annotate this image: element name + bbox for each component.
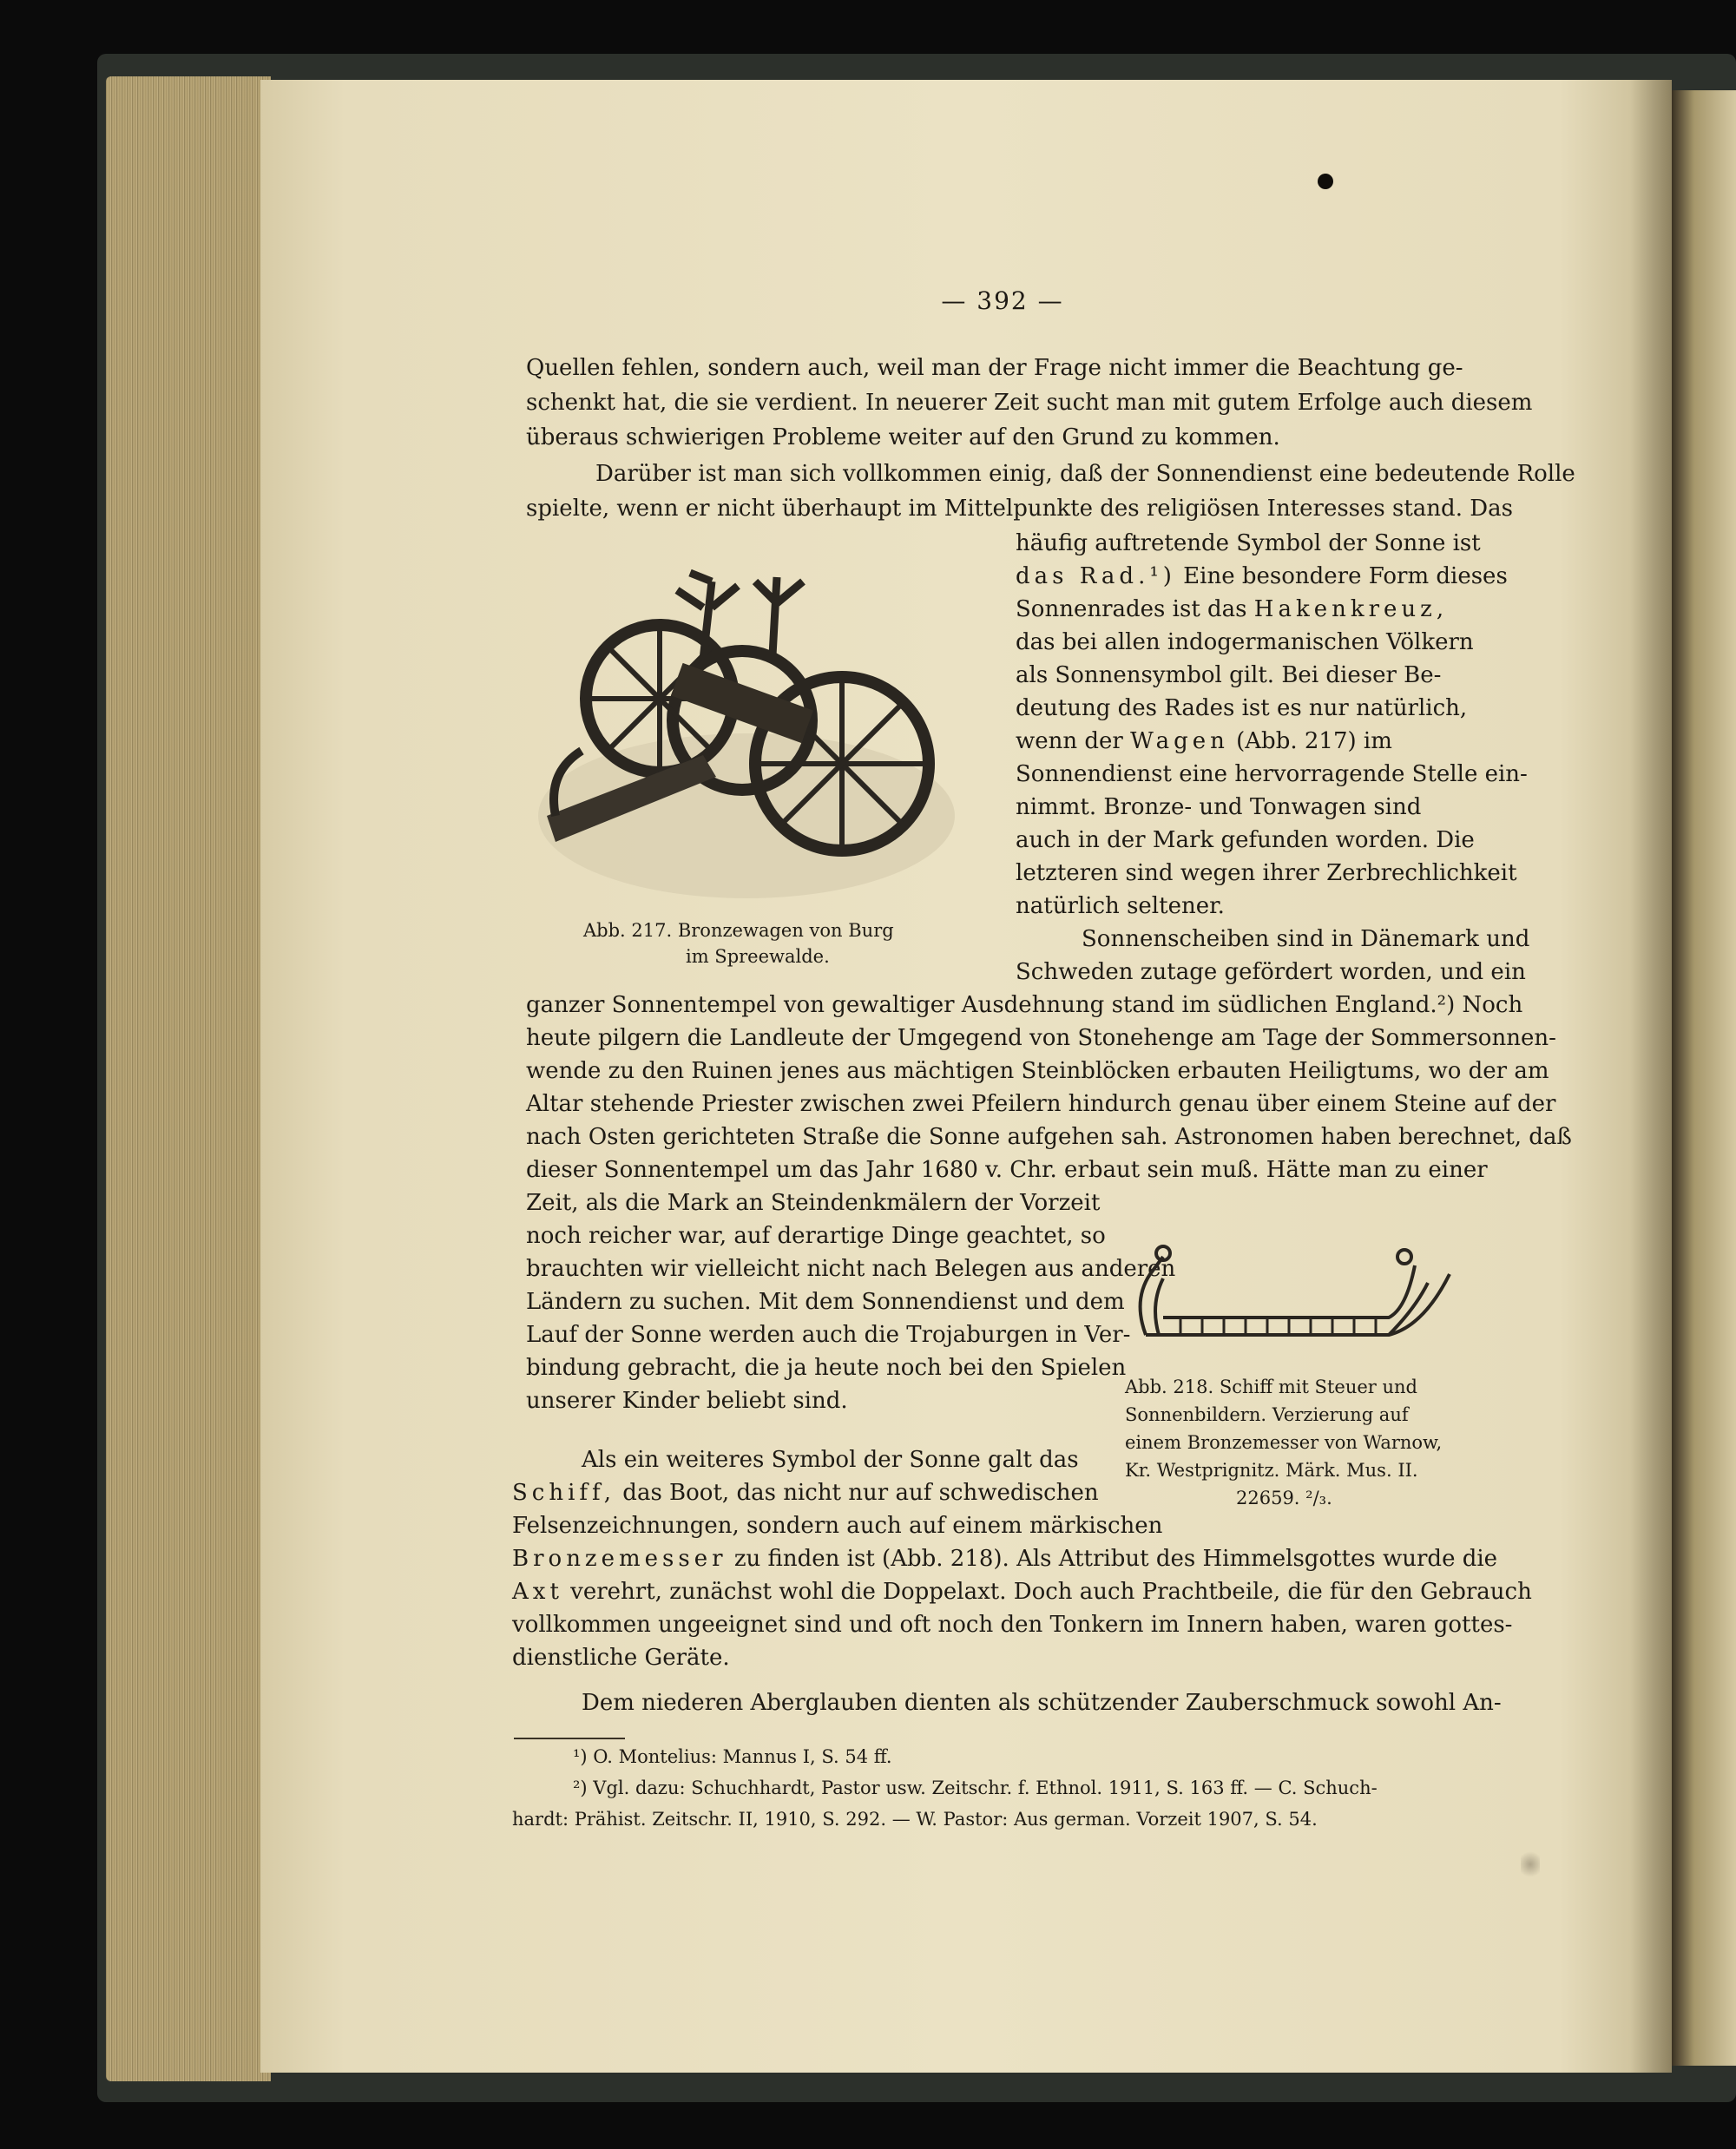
page-stack-edges: [106, 76, 271, 2081]
footnote-rule: [514, 1738, 625, 1739]
body-line: Ländern zu suchen. Mit dem Sonnendienst und dem: [526, 1289, 1125, 1315]
body-line: Altar stehende Priester zwischen zwei Pfeilern hindurch genau über einem Steine auf der: [526, 1091, 1556, 1117]
body-line: vollkommen ungeeignet sind und oft noch den Tonkern im Innern haben, waren gottes-: [512, 1612, 1513, 1638]
body-line: deutung des Rades ist es nur natürlich,: [1016, 695, 1468, 721]
spaced-word-schiff: Schiff,: [512, 1480, 616, 1506]
figure-caption: Abb. 217. Bronzewagen von Burg: [583, 920, 894, 941]
body-line: natürlich seltener.: [1016, 893, 1225, 919]
body-line: dieser Sonnentempel um das Jahr 1680 v. Chr. erbaut sein muß. Hätte man zu einer: [526, 1157, 1488, 1183]
spaced-word-hakenkreuz: Hakenkreuz,: [1253, 596, 1449, 622]
body-line: Dem niederen Aberglauben dienten als schützender Zauberschmuck sowohl An-: [582, 1690, 1502, 1716]
page-gutter-shadow: [1630, 80, 1672, 2073]
spaced-word-wagen: Wagen: [1130, 728, 1229, 754]
bronze-wagon-illustration: [529, 555, 990, 920]
page-number: — 392 —: [941, 286, 1064, 315]
ship-engraving-illustration: [1128, 1239, 1458, 1352]
body-line: Schiff, das Boot, das nicht nur auf schwedischen: [512, 1480, 1099, 1506]
body-line: Zeit, als die Mark an Steindenkmälern der Vorzeit: [526, 1190, 1101, 1216]
body-line: Schweden zutage gefördert worden, und ein: [1016, 959, 1526, 985]
figure-caption: einem Bronzemesser von Warnow,: [1125, 1432, 1443, 1453]
body-line: heute pilgern die Landleute der Umgegend von Stonehenge am Tage der Sommersonnen-: [526, 1025, 1556, 1051]
figure-caption: Abb. 218. Schiff mit Steuer und: [1125, 1377, 1417, 1397]
body-line: brauchten wir vielleicht nicht nach Belegen aus anderen: [526, 1256, 1176, 1282]
body-line: unserer Kinder beliebt sind.: [526, 1388, 848, 1414]
facing-page-edge: [1672, 90, 1736, 2066]
body-line: bindung gebracht, die ja heute noch bei den Spielen: [526, 1355, 1127, 1381]
body-line: Quellen fehlen, sondern auch, weil man der Frage nicht immer die Beachtung ge-: [526, 355, 1463, 381]
body-line: Sonnenscheiben sind in Dänemark und: [1082, 926, 1530, 952]
body-line: ganzer Sonnentempel von gewaltiger Ausdehnung stand im südlichen England.²) Noch: [526, 992, 1523, 1018]
body-line: schenkt hat, die sie verdient. In neuerer Zeit sucht man mit gutem Erfolge auch diesem: [526, 390, 1533, 416]
body-line: nimmt. Bronze- und Tonwagen sind: [1016, 794, 1422, 820]
figure-caption: im Spreewalde.: [686, 946, 830, 967]
body-line: auch in der Mark gefunden worden. Die: [1016, 827, 1475, 853]
footnote: ²) Vgl. dazu: Schuchhardt, Pastor usw. Zeitschr. f. Ethnol. 1911, S. 163 ff. — C. Schuch-: [573, 1778, 1378, 1798]
ink-spot: [1318, 174, 1333, 189]
body-line: Sonnenrades ist das Hakenkreuz,: [1016, 596, 1449, 622]
figure-caption: Kr. Westprignitz. Märk. Mus. II.: [1125, 1460, 1418, 1481]
body-line: Als ein weiteres Symbol der Sonne galt das: [582, 1447, 1079, 1473]
body-line: Lauf der Sonne werden auch die Trojaburgen in Ver-: [526, 1322, 1131, 1348]
footnote: ¹) O. Montelius: Mannus I, S. 54 ff.: [573, 1746, 892, 1767]
footnote: hardt: Prähist. Zeitschr. II, 1910, S. 292. — W. Pastor: Aus german. Vorzeit 1907, S. 54.: [512, 1809, 1318, 1830]
figure-caption: Sonnenbildern. Verzierung auf: [1125, 1404, 1409, 1425]
spaced-word-bronzemesser: Bronzemesser: [512, 1546, 727, 1572]
body-line: nach Osten gerichteten Straße die Sonne aufgehen sah. Astronomen haben berechnet, daß: [526, 1124, 1572, 1150]
body-line: häufig auftretende Symbol der Sonne ist: [1016, 530, 1481, 556]
body-line: als Sonnensymbol gilt. Bei dieser Be-: [1016, 662, 1442, 688]
body-line: das bei allen indogermanischen Völkern: [1016, 629, 1474, 655]
body-line: letzteren sind wegen ihrer Zerbrechlichkeit: [1016, 860, 1517, 886]
body-line: Axt verehrt, zunächst wohl die Doppelaxt. Doch auch Prachtbeile, die für den Gebrauch: [512, 1579, 1532, 1605]
body-line: Darüber ist man sich vollkommen einig, daß der Sonnendienst eine bedeutende Rolle: [595, 461, 1575, 487]
figure-caption: 22659. ²/₃.: [1236, 1488, 1332, 1508]
body-line: Sonnendienst eine hervorragende Stelle ein-: [1016, 761, 1528, 787]
body-line: das Rad.¹) Eine besondere Form dieses: [1016, 563, 1508, 589]
body-line: überaus schwierigen Probleme weiter auf den Grund zu kommen.: [526, 424, 1280, 450]
spaced-word-axt: Axt: [512, 1579, 563, 1605]
body-line: Bronzemesser zu finden ist (Abb. 218). Als Attribut des Himmelsgottes wurde die: [512, 1546, 1498, 1572]
body-line: wenn der Wagen (Abb. 217) im: [1016, 728, 1392, 754]
body-line: Felsenzeichnungen, sondern auch auf einem märkischen: [512, 1513, 1163, 1539]
body-line: noch reicher war, auf derartige Dinge geachtet, so: [526, 1223, 1106, 1249]
spaced-word-rad: das Rad.¹): [1016, 563, 1176, 589]
body-line: wende zu den Ruinen jenes aus mächtigen Steinblöcken erbauten Heiligtums, wo der am: [526, 1058, 1549, 1084]
paper-smudge: [1521, 1849, 1540, 1880]
body-line: dienstliche Geräte.: [512, 1645, 730, 1671]
body-line: spielte, wenn er nicht überhaupt im Mittelpunkte des religiösen Interesses stand. Das: [526, 496, 1513, 522]
